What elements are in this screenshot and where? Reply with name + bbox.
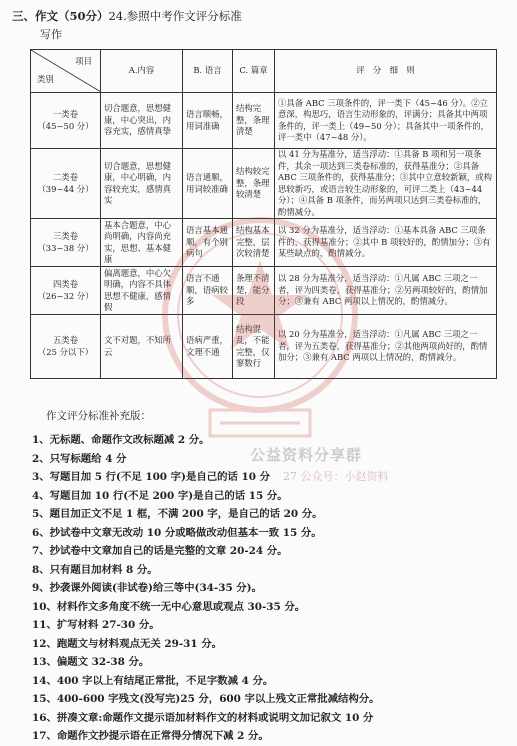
watermark-subtext bbox=[283, 468, 389, 484]
structure-cell: 结构完整，条理清楚 bbox=[233, 93, 275, 149]
content-cell: 偏离题意，中心欠明确，内容不具体思想不健康，感情假 bbox=[101, 267, 183, 315]
list-item: 6、抄试卷中文章无改动 10 分或略做改动但基本一致 15 分。 bbox=[32, 526, 322, 539]
table-row bbox=[31, 219, 497, 267]
category-range: （45~50 分） bbox=[37, 120, 94, 131]
category-cell bbox=[31, 149, 101, 219]
category-cell bbox=[31, 93, 101, 149]
header-content: A.内容 bbox=[101, 50, 183, 93]
list-item: 10、材料作文多角度不统一无中心意思或观点 30-35 分。 bbox=[32, 600, 306, 613]
list-item: 12、跑题文与材料观点无关 29-31 分。 bbox=[32, 637, 223, 650]
rubric-table bbox=[30, 49, 497, 379]
category-cell bbox=[31, 315, 101, 379]
category-range: （39~44 分） bbox=[37, 183, 94, 194]
list-item: 3、写题目加 5 行(不足 100 字)是自己的话 10 分 bbox=[32, 471, 271, 483]
table-row bbox=[31, 93, 497, 149]
section-title: 作文（50分） bbox=[35, 9, 109, 23]
table-row bbox=[31, 315, 497, 379]
list-item: 15、400-600 字残文(没写完)25 分，600 字以上残文正常批减结构分。 bbox=[32, 693, 380, 705]
list-item: 5、题目加正文不足 1 框，不满 200 字，是自己的话 20 分。 bbox=[32, 508, 323, 520]
list-item: 8、只有题目加材料 8 分。 bbox=[32, 563, 158, 576]
category-name: 二类卷 bbox=[52, 172, 79, 182]
category-name: 三类卷 bbox=[52, 231, 79, 241]
header-language: B. 语言 bbox=[183, 50, 233, 93]
corner-bottom-label: 类别 bbox=[37, 74, 54, 84]
list-item: 13、偏题文 32-38 分。 bbox=[32, 656, 150, 668]
section-number: 三、 bbox=[12, 9, 35, 23]
list-item: 9、抄袭课外阅读(非试卷)给三等中(34-35 分)。 bbox=[32, 582, 262, 594]
content-cell: 文不对题，不知所云 bbox=[101, 315, 183, 379]
list-item: 16、拼凑文章:命题作文提示语加材料作文的材料或说明文加记叙文 10 分 bbox=[32, 711, 374, 724]
header-structure: C. 篇章 bbox=[233, 50, 275, 93]
rules-cell: 以 32 分为基准分，适当浮动：①基本具备 ABC 三项条件的，获得基准分；②其中 B 项较好的，酌情加分；③有某些缺点的，酌情减分。 bbox=[275, 219, 497, 267]
category-range: （33~38 分） bbox=[37, 242, 94, 253]
header-rules: 评 分 细 则 bbox=[275, 50, 497, 93]
section-note: 24.参照中考作文评分标准 bbox=[108, 9, 242, 23]
corner-header bbox=[31, 50, 101, 93]
table-row bbox=[31, 267, 497, 315]
language-cell: 语言通顺，用词较准确 bbox=[183, 149, 233, 219]
supplement-title: 作文评分标准补充版： bbox=[46, 410, 151, 422]
content-cell: 切合题意，思想健康，中心突出，内容充实，感情真挚 bbox=[101, 93, 183, 149]
content-cell: 切合题意，思想健康，中心明确，内容较充实，感情真实 bbox=[101, 149, 183, 219]
category-name: 四类卷 bbox=[52, 279, 79, 289]
list-item: 11、扩写材料 27-30 分。 bbox=[32, 619, 160, 631]
language-cell: 语病严重，文理不通 bbox=[183, 315, 233, 379]
list-item: 1、无标题、命题作文改标题减 2 分。 bbox=[32, 434, 210, 446]
language-cell: 语言不通顺，语病较多 bbox=[183, 267, 233, 315]
corner-top-label: 项目 bbox=[75, 56, 92, 66]
list-item: 2、只写标题给 4 分 bbox=[32, 452, 127, 465]
watermark-account: 公众号：小赵资料 bbox=[300, 470, 389, 483]
rules-cell: 以 28 分为基准分，适当浮动：①凡属 ABC 三项之一者，评为四类卷，获得基准分；②另两项较好的，酌情加分；③兼有 ABC 两项以上情况的，酌情减分。 bbox=[275, 267, 497, 315]
watermark-number: 27 bbox=[283, 470, 297, 483]
structure-cell: 结构混乱，不能完整，仅寥数行 bbox=[233, 315, 275, 379]
language-cell: 语言顺畅，用词准确 bbox=[183, 93, 233, 149]
table-row bbox=[31, 149, 497, 219]
list-item: 14、400 字以上有结尾正常批，不足字数减 4 分。 bbox=[32, 674, 274, 687]
structure-cell: 结构基本完整，层次较清楚 bbox=[233, 219, 275, 267]
rules-cell: 以 41 分为基准分，适当浮动：①具备 B 项和另一项条件，其余一项达到三类卷标准的，获得基准分；②具备 ABC 三项条件的，获得基准分；③其中立意较新颖，或构思较新巧，或语言较生动形象的，可评二类上（43~44 分）；④具备 B 项条件，而另两项只达到三类卷标准的，酌情减分。 bbox=[275, 149, 497, 219]
watermark-text: 公益资料分享群 bbox=[250, 446, 363, 464]
category-name: 一类卷 bbox=[52, 109, 79, 119]
language-cell: 语言基本通顺，有个别病句 bbox=[183, 219, 233, 267]
table-header-row bbox=[31, 50, 497, 93]
category-cell bbox=[31, 219, 101, 267]
section-heading bbox=[12, 9, 242, 23]
list-item: 17、命题作文抄提示语在正常得分情况下减 2 分。 bbox=[32, 730, 269, 742]
list-item: 7、抄试卷中文章加自己的话是完整的文章 20-24 分。 bbox=[32, 545, 288, 557]
structure-cell: 条理不清楚，能分段 bbox=[233, 267, 275, 315]
rules-cell: 以 20 分为基准分，适当浮动：①凡属 ABC 三项之一者，评为五类卷，获得基准分；②其他两项尚好的，酌情加分；③兼有 ABC 两项以上情况的，酌情减分。 bbox=[275, 315, 497, 379]
category-cell bbox=[31, 267, 101, 315]
content-cell: 基本合题意，中心尚明确，内容尚充实，思想、基本健康 bbox=[101, 219, 183, 267]
list-item: 4、写题目加 10 行(不足 200 字)是自己的话 15 分。 bbox=[32, 489, 288, 502]
rules-cell: ①具备 ABC 三项条件的，评一类下（45~46 分）。②立意深，构思巧，语言生动形象的，评满分；具备其中两项条件的，评一类上（49~50 分）；具备其中一项条件的，评一类中（47~48 分）。 bbox=[275, 93, 497, 149]
subheading: 写作 bbox=[40, 28, 62, 41]
category-range: （25 分以下） bbox=[37, 346, 94, 357]
structure-cell: 结构较完整，条理较清楚 bbox=[233, 149, 275, 219]
category-range: （26~32 分） bbox=[37, 290, 94, 301]
category-name: 五类卷 bbox=[52, 335, 79, 345]
